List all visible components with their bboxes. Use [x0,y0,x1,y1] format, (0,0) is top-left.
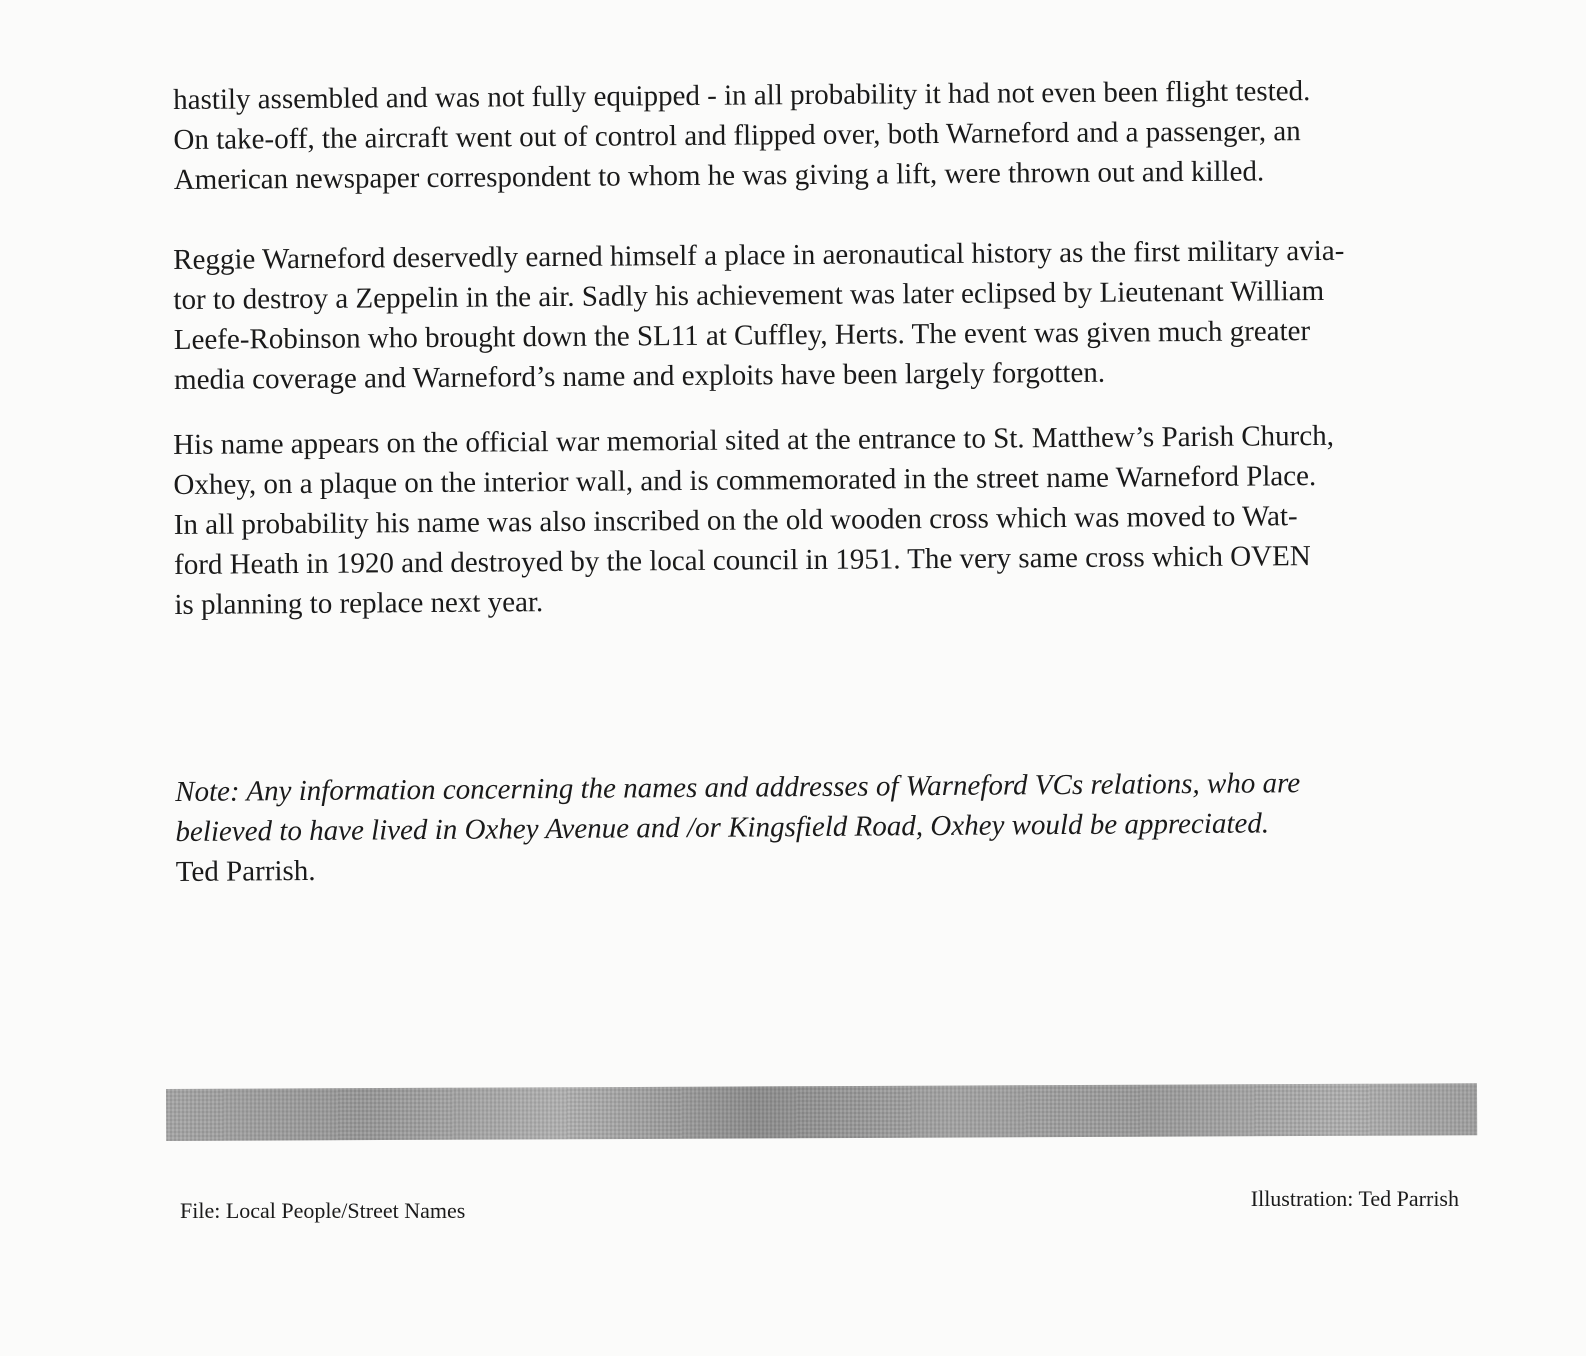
paragraph-1-line: American newspaper correspondent to whom he was giving a lift, were thrown out and killed. [173,155,1265,196]
paragraph-2 [173,230,1474,400]
paragraph-3-line: ford Heath in 1920 and destroyed by the local council in 1951. The very same cross which OVEN [173,540,1311,581]
note-line: believed to have lived in Oxhey Avenue and /or Kingsfield Road, Oxhey would be appreciated. [175,807,1270,848]
paragraph-3 [173,415,1475,625]
paragraph-3-line: In all probability his name was also inscribed on the old wooden cross which was moved to Wat- [173,500,1298,541]
paragraph-1 [173,70,1474,200]
note-block [175,762,1476,892]
paragraph-3-line: His name appears on the official war memorial sited at the entrance to St. Matthew’s Parish Church, [173,419,1335,461]
halftone-divider-bar [166,1083,1477,1141]
paragraph-2-line: Leefe-Robinson who brought down the SL11 at Cuffley, Herts. The event was given much greater [173,315,1311,356]
paragraph-2-line: media coverage and Warneford’s name and exploits have been largely forgotten. [173,356,1106,396]
note-signature: Ted Parrish. [175,854,316,888]
footer-file-reference: File: Local People/Street Names [180,1198,466,1223]
paragraph-1-line: On take-off, the aircraft went out of control and flipped over, both Warneford and a passenger, an [173,115,1301,156]
footer-illustration-credit: Illustration: Ted Parrish [1250,1186,1459,1211]
paragraph-3-line: Oxhey, on a plaque on the interior wall, and is commemorated in the street name Warneford Place. [173,460,1317,501]
paragraph-2-line: Reggie Warneford deservedly earned himself a place in aeronautical history as the first military avia- [173,234,1345,276]
paragraph-1-line: hastily assembled and was not fully equipped - in all probability it had not even been flight tested. [173,75,1311,116]
note-line: Note: Any information concerning the names and addresses of Warneford VCs relations, who are [175,767,1301,808]
paragraph-2-line: tor to destroy a Zeppelin in the air. Sadly his achievement was later eclipsed by Lieutenant William [173,274,1325,316]
paragraph-3-line: is planning to replace next year. [174,586,544,621]
